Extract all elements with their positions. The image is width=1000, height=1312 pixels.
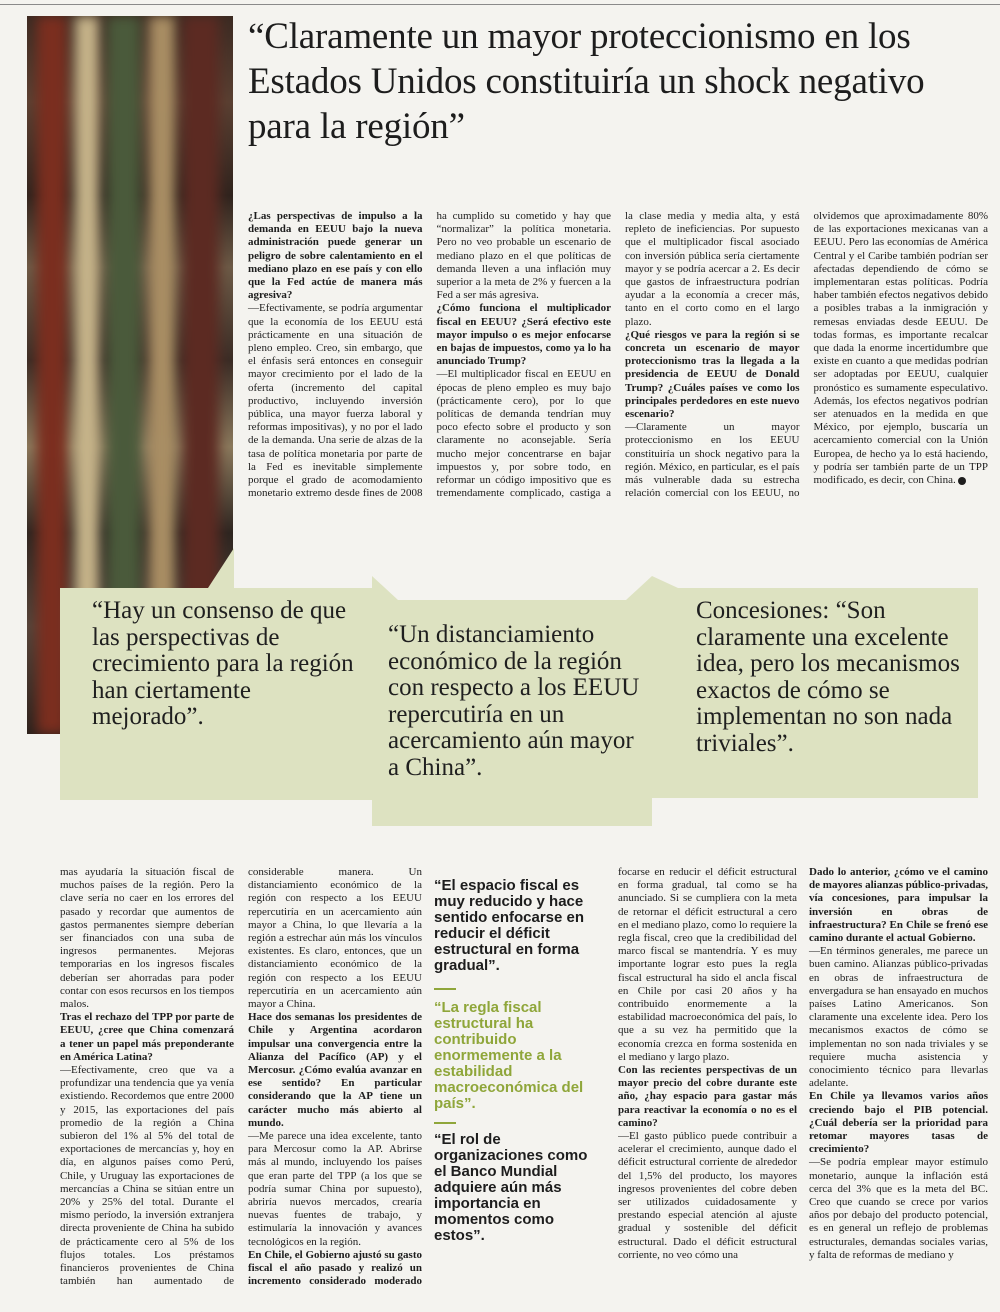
question: ¿Cómo funciona el multiplicador fiscal en EEUU? ¿Será efectivo este mayor impulso o es mejor enfocarse en bajas de impuestos, como ya lo ha anunciado Trump? [436,302,611,368]
answer: —En términos generales, me parece un buen camino. Alianzas público-privadas en obras de infraestructura de envergadura se han ensayado en muchos países Latino Americanos. Son claramente una excelente idea. Pero los mecanismos exactos de cómo se implementan no son nada triviales y se requiere mucha asistencia y conocimiento técnico para llevarlas adelante. [809,945,988,1090]
top-rule [0,4,1000,5]
answer: —Se podría emplear mayor estímulo monetario, aunque la inflación está cerca del 3% que es la meta del BC. Creo que cuando se crece por varios años por debajo del producto potencial, es en general un reflejo de problemas estructurales, demandas sociales varias, y falta de reformas de mediano y [809,1156,988,1261]
end-mark-icon [958,477,966,485]
answer: —Efectivamente, creo que va a profundizar una tendencia que ya venía existiendo. Recordemos que entre 2000 y 2015, las exportaciones del país promedio de la región a China subieron del 1% al 5% del total de exportaciones de mercancías y, hoy en día, en algunos países como Perú, Chile, y Uruguay las exportaciones de mercancías a China se sitúan entre un 20% y 25% del total. Durante el mismo período, la inversión extranjera directa proveniente de China ha subido de prácticamente cero al 5% de los flujos totales. Los préstamos financieros provenientes de China también han aumentado de considerable manera. Un distanciamiento económico de la región con respecto a los EEUU repercutiría en un acercamiento aún mayor a China, lo que llevaría a la región a estrechar aún más los vínculos existentes. Es claro, entonces, que un distanciamiento económico de la región con respecto a los EEUU repercutiría en un acercamiento aún mayor a China. [60,866,422,1288]
pullquote-rule [434,1122,456,1124]
answer: —Claramente un mayor proteccionismo en los EEUU constituiría un shock negativo para la región. México, en particular, es el país más vulnerable dada su estrecha relación comercial con los EEUU, no olvidemos que aproximadamente 80% de las exportaciones mexicanas van a EEUU. Pero las economías de América Central y el Caribe también podrían ser afectadas dependiendo de cómo se implementaran estas políticas. Podría haber también efectos negativos debido a posibles trabas a la inmigración y remesas enviadas desde EEUU. De todas formas, es importante recalcar que dada la enorme incertidumbre que existe en cuanto a que medidas podrían ser adoptadas por EEUU, cualquier pronóstico es sumamente especulativo. Además, los efectos negativos podrían ser atenuados en la medida en que México, por ejemplo, buscaría un acercamiento comercial con la Unión Europea, de hecho ya lo está haciendo, y podría ser también parte de un TPP modificado, es decir, con China. [625,210,988,500]
band-fold-center-right [626,576,652,600]
pullquote-rule [434,988,456,990]
question: Hace dos semanas los presidentes de Chile y Argentina acordaron impulsar una convergencia entre la Alianza del Pacífico (AP) y el Mercosur. ¿Cómo evalúa avanzar en ese sentido? En particular considerando que la AP tiene un carácter mucho más abierto al mundo. [248,1011,422,1129]
answer: —El gasto público puede contribuir a acelerar el crecimiento, aunque dado el déficit estructural corriente de alrededor del 1,5% del producto, los mayores ingresos provenientes del cobre deben ser utilizados cuidadosamente y prestando especial atención al ajuste gradual y sostenible del déficit estructural. Dado el déficit estructural corriente, no veo cómo una [618,1130,797,1261]
blockquote-right: Concesiones: “Son claramente una excelente idea, pero los mecanismos exactos de cómo se implementan no son nada triviales”. [696,597,960,757]
answer: —Me parece una idea excelente, tanto para Mercosur como la AP. Abrirse más al mundo, incluyendo los países que eran parte del TPP (a los que se podría sumar China por supuesto), abriría nuevos mercados, crearía nuevas fuentes de trabajo, y estimularía la innovación y avances tecnológicos en la región. [248,1130,422,1248]
question: ¿Las perspectivas de impulso a la demanda en EEUU bajo la nueva administración puede generar un peligro de sobre calentamiento en el mediano plazo en ese país y con ello que la Fed actúe de manera más agresiva? [248,210,423,302]
question: Tras el rechazo del TPP por parte de EEUU, ¿cree que China comenzará a tener un papel más preponderante en América Latina? [60,1011,234,1063]
pullquote-1: “El espacio fiscal es muy reducido y hace sentido enfocarse en reducir el déficit estructural en forma gradual”. [434,877,585,974]
pullquote-2: “La regla fiscal estructural ha contribuido enormemente a la estabilidad macroeconómica del país”. [434,999,584,1112]
answer: —Efectivamente, se podría argumentar que la economía de los EEUU está prácticamente en una situación de pleno empleo. Creo, sin embargo, que el énfasis será entonces en conseguir mayor crecimiento por el lado de la oferta (incremento del capital productivo, incluyendo inversión pública, una mayor fuerza laboral y reformas impositivas), y no por el lado de la demanda. Una serie de alzas de la tasa de política monetaria por parte de la Fed es inevitable simplemente porque el grado de acomodamiento monetario extremo desde fines de 2008 ha cumplido su cometido y hay que “normalizar” la política monetaria. Pero no veo probable un escenario de mediano plazo en el que políticas de demanda lleven a una inflación muy superior a la meta de 2% y fuercen a la Fed a ser más agresiva. [248,210,611,500]
question: Dado lo anterior, ¿cómo ve el camino de mayores alianzas público-privadas, vía concesiones, para impulsar la inversión en obras de infraestructura? En Chile se frenó ese camino durante el actual Gobierno. [809,866,988,945]
band-fold-right [652,576,678,588]
blockquote-left: “Hay un consenso de que las perspectivas de crecimiento para la región han ciertamente mejorado”. [92,597,354,730]
article-bottom-left-columns [60,866,422,1296]
question: Con las recientes perspectivas de un mayor precio del cobre durante este año, ¿hay espacio para gastar más para reactivar la economía o no es el camino? [618,1064,797,1129]
article-bottom-right-columns [618,866,988,1296]
answer: mas ayudaría la situación fiscal de muchos países de la región. Pero la clave sería no caer en los errores del pasado y recordar que aumentos de gastos permanentes siempre deberían ser financiados con una suba de ingresos permanentes. Mejoras temporarias en los ingresos fiscales deberían ser ahorradas para poder contar con esos recursos en los tiempos malos. [60,866,234,1011]
band-fold-center-left [372,576,398,600]
answer: —El multiplicador fiscal en EEUU en épocas de pleno empleo es muy bajo (prácticamente cero), por lo que políticas de demanda tendrían muy poco efecto sobre el producto y son claramente no aconsejable. Sería mucho mejor concentrarse en bajar impuestos y, por sobre todo, en reformar un código impositivo que es tremendamente complicado, castiga a la clase media y media alta, y está repleto de ineficiencias. Por supuesto que el multiplicador fiscal asociado con inversión pública sería ciertamente mayor y se podría acercar a 2. Es decir que gastos de infraestructura podrían ayudar a la economía a crecer más, tanto en el corto como en el largo plazo. [436,210,800,500]
question: En Chile ya llevamos varios años creciendo bajo el PIB potencial. ¿Cuál debería ser la prioridad para retomar mayores tasas de crecimiento? [809,1090,988,1156]
headline: “Claramente un mayor proteccionismo en los Estados Unidos constituiría un shock negativo para la región” [248,16,925,147]
question: En Chile, el Gobierno ajustó su gasto fiscal el año pasado y realizó un incremento considerado moderado [248,1248,422,1288]
blockquote-center: “Un distanciamiento económico de la región con respecto a los EEUU repercutiría en un acercamiento aún mayor a China”. [388,621,640,781]
band-fold-left [208,548,234,588]
article-top-columns [248,210,988,560]
answer: focarse en reducir el déficit estructural en forma gradual, tal como se ha anunciado. Si se cumpliera con la meta de retornar el déficit estructural a cero en el mediano plazo, como lo requiere la regla fiscal, creo que la credibilidad del marco fiscal se mantendría. Y es muy importante lograr esto pues la regla fiscal estructural ha sido el ancla fiscal en Chile por casi 20 años y ha contribuido enormemente a la estabilidad macroeconómica del país, lo que a su vez ha permitido que la economía crezca en forma sostenida en el mediano y largo plazo. [618,866,797,1063]
pullquote-3: “El rol de organizaciones como el Banco Mundial adquiere aún más importancia en momentos como estos”. [434,1131,588,1244]
question: ¿Qué riesgos ve para la región si se concreta un escenario de mayor proteccionismo tras la llegada a la presidencia de EEUU de Donald Trump? ¿Cuáles países ve como los principales perdedores en este nuevo escenario? [625,328,800,421]
